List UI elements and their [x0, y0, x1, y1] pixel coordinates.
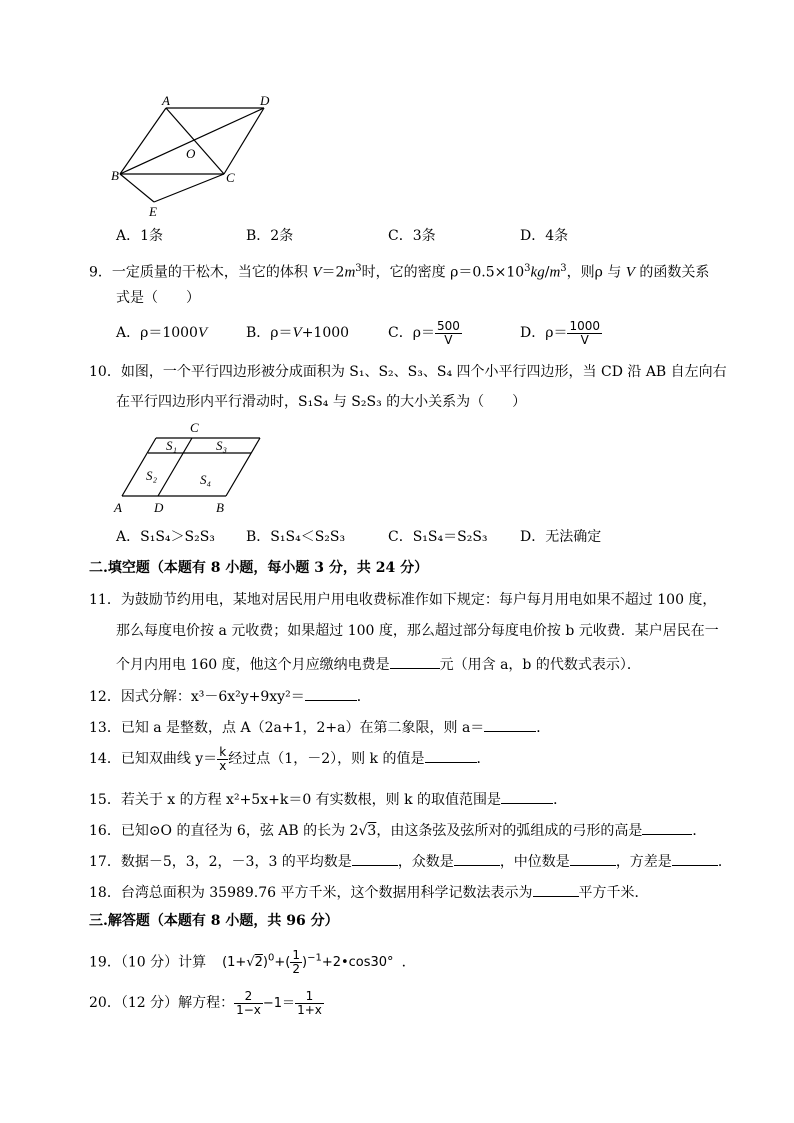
- q9-line2: 式是（ ）: [116, 290, 200, 306]
- label-A: A: [162, 93, 170, 108]
- fraction: $\frac{1}{2}$: [292, 948, 300, 977]
- q12: 12．因式分解：x³－6x²y+9xy²＝ ．: [89, 684, 371, 707]
- q9-option-a: A．ρ＝1000V: [116, 325, 208, 341]
- label-D: D: [154, 500, 164, 515]
- label-S1: S₁: [166, 438, 178, 453]
- q9-line1: 9．一定质量的干松木，当它的体积 $V=2m^3$时，它的密度 $\rho=0.5\times 10^3kg/m^3$，则ρ 与 V 的函数关系: [89, 263, 710, 281]
- answer-blank: [305, 684, 357, 701]
- label-C: C: [190, 420, 199, 435]
- answer-blank: [672, 849, 718, 866]
- q10-option-c: C．S₁S₄＝S₂S₃: [388, 529, 488, 545]
- answer-blank: [533, 880, 579, 897]
- q16: 16．已知⊙O 的直径为 6，弦 AB 的长为 2√3，由这条弦及弦所对的弧组成的弓形的高是 ．: [89, 818, 706, 841]
- q11-line3: 个月内用电 160 度，他这个月应缴纳电费是 元（用含 a，b 的代数式表示）．: [116, 652, 641, 675]
- label-B: B: [111, 168, 119, 183]
- q10-option-a: A．S₁S₄＞S₂S₃: [116, 529, 215, 545]
- fraction: $\frac{500}{V}$: [436, 318, 460, 347]
- answer-blank: [352, 849, 398, 866]
- answer-blank: [390, 652, 440, 669]
- answer-blank: [501, 787, 553, 804]
- fraction: $\frac{k}{x}$: [219, 744, 227, 773]
- label-E: E: [149, 204, 157, 219]
- q8-option-b: B．2条: [246, 228, 294, 244]
- label-C: C: [226, 170, 235, 185]
- q10-line2: 在平行四边形内平行滑动时，S₁S₄ 与 S₂S₃ 的大小关系为（ ）: [116, 394, 527, 410]
- q9-option-c: C．ρ＝ $\frac{500}{V}$: [388, 318, 460, 347]
- q17: 17．数据－5，3，2，－3，3 的平均数是 ，众数是 ，中位数是 ，方差是 ．: [89, 849, 732, 872]
- label-O: O: [186, 146, 196, 161]
- label-S2: S₂: [146, 468, 158, 483]
- answer-blank: [484, 715, 536, 732]
- parallelogram-figure-q10: [108, 418, 278, 518]
- section-2-heading: 二.填空题（本题有 8 小题，每小题 3 分，共 24 分）: [89, 560, 429, 576]
- q18: 18．台湾总面积为 35989.76 平方千米，这个数据用科学记数法表示为 平方千米．: [89, 880, 649, 903]
- answer-blank: [425, 746, 477, 763]
- q9-option-b: B．ρ＝V+1000: [246, 325, 350, 341]
- q11-line2: 那么每度电价按 a 元收费；如果超过 100 度，那么超过部分每度电价按 b 元收费．某户居民在一: [116, 623, 719, 639]
- q9-option-d: D．ρ＝ $\frac{1000}{V}$: [520, 318, 601, 347]
- q8-option-a: A．1条: [116, 228, 164, 244]
- q13: 13．已知 a 是整数，点 A（2a+1，2+a）在第二象限，则 a＝ ．: [89, 715, 550, 738]
- q11-line1: 11．为鼓励节约用电，某地对居民用户用电收费标准作如下规定：每户每月用电如果不超过 100 度，: [89, 592, 717, 608]
- answer-blank: [570, 849, 616, 866]
- q10-option-d: D．无法确定: [520, 529, 602, 545]
- label-D: D: [260, 93, 270, 108]
- q8-option-d: D．4条: [520, 228, 569, 244]
- label-S4: S₄: [200, 472, 212, 487]
- answer-blank: [642, 818, 692, 835]
- answer-blank: [454, 849, 500, 866]
- fraction: $\frac{2}{1-x}$: [236, 988, 261, 1017]
- q10-option-b: B．S₁S₄＜S₂S₃: [246, 529, 346, 545]
- q19: 19．（10 分）计算 $(1+√2)^0+$( $\frac{1}{2}$ )$^{-1}$+2•cos30° ．: [89, 948, 416, 977]
- q8-option-c: C．3条: [388, 228, 436, 244]
- q20: 20．（12 分）解方程： $\frac{2}{1-x}$ −1＝ $\frac{1}{1+x}$: [89, 988, 322, 1017]
- fraction: $\frac{1000}{V}$: [569, 318, 601, 347]
- label-A: A: [114, 500, 122, 515]
- q10-line1: 10．如图，一个平行四边形被分成面积为 S₁、S₂、S₃、S₄ 四个小平行四边形，当 CD 沿 AB 自左向右: [89, 364, 727, 380]
- q15: 15．若关于 x 的方程 x²+5x+k＝0 有实数根，则 k 的取值范围是 ．: [89, 787, 567, 810]
- label-B: B: [216, 500, 224, 515]
- q14: 14．已知双曲线 y＝ $\frac{k}{x}$ 经过点（1，－2），则 k 的值是 ．: [89, 744, 491, 773]
- section-3-heading: 三.解答题（本题有 8 小题，共 96 分）: [89, 913, 339, 929]
- fraction: $\frac{1}{1+x}$: [297, 988, 322, 1017]
- label-S3: S₃: [216, 438, 228, 453]
- parallelogram-figure-q8: [108, 92, 288, 222]
